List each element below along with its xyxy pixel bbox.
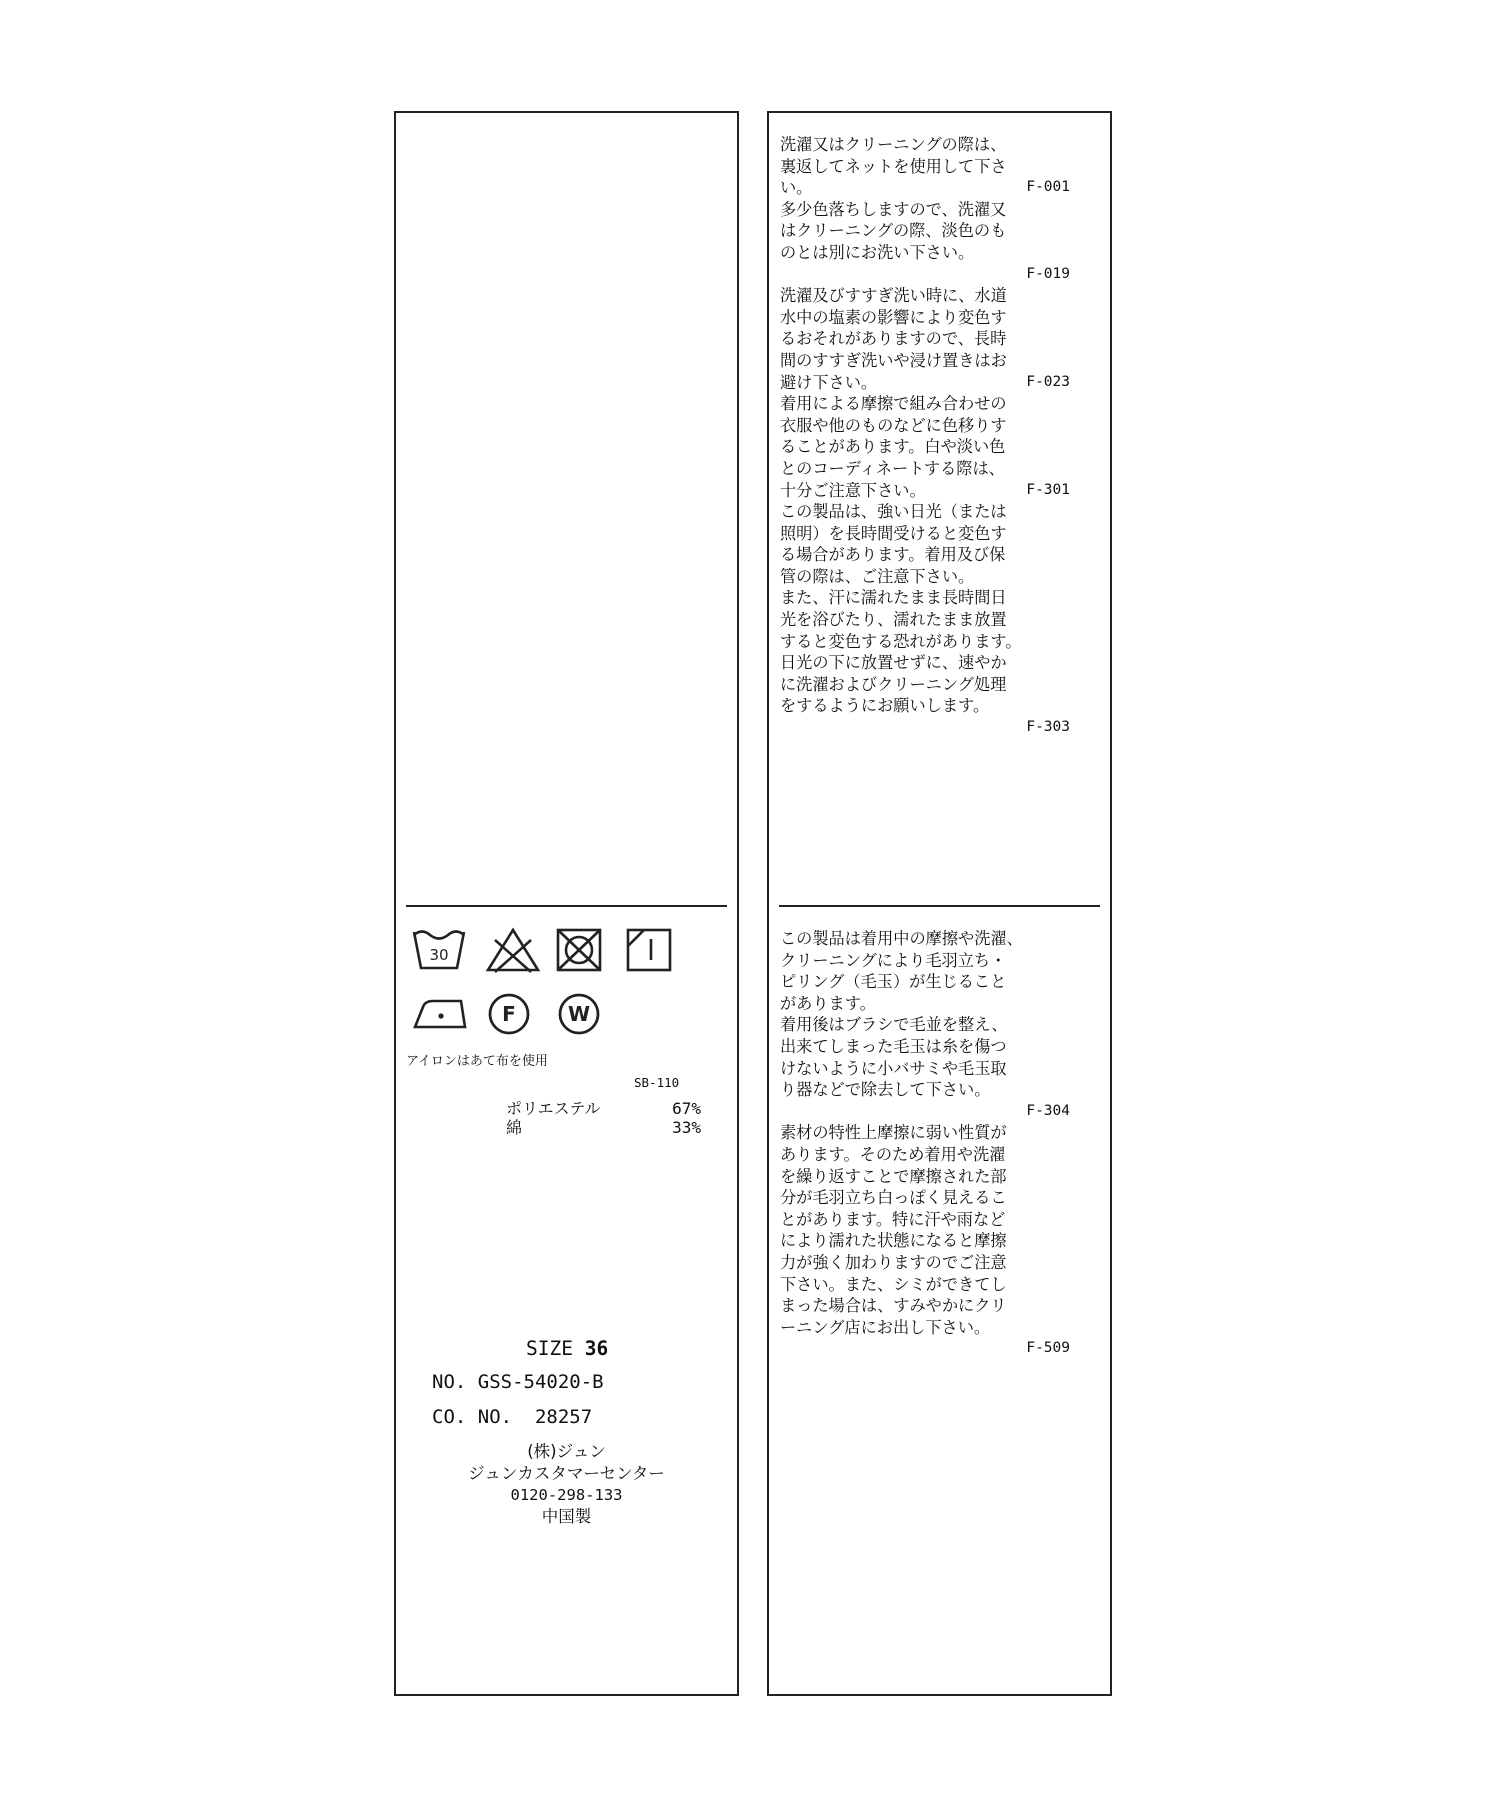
care-note-code: F-023 [1026, 373, 1070, 390]
care-label-right [767, 111, 1112, 1696]
dry-clean-f-icon [486, 991, 532, 1037]
size-prefix: SIZE [526, 1337, 573, 1360]
care-note-code: F-304 [1026, 1102, 1070, 1119]
country-of-origin: 中国製 [541, 1507, 592, 1526]
label-divider [406, 905, 727, 907]
care-note-code: F-019 [1026, 265, 1070, 282]
fiber-name: 綿 [506, 1118, 523, 1137]
care-note-code: F-001 [1026, 179, 1070, 196]
care-notes-bottom [780, 928, 1070, 1360]
no-tumble-dry-icon [554, 926, 604, 974]
care-note-code: F-301 [1026, 481, 1070, 498]
wet-clean-letter: W [567, 1002, 591, 1026]
sb-code: SB-110 [634, 1075, 680, 1090]
drip-dry-shade-icon [624, 924, 674, 974]
care-note [780, 501, 1070, 739]
care-note [780, 1122, 1070, 1360]
care-note [780, 393, 1070, 501]
care-note-text: 多少色落ちしますので、洗濯又 はクリーニングの際、淡色のも のとは別にお洗い下さい。 [780, 199, 1007, 262]
care-note [780, 285, 1070, 393]
company-name: (株)ジュン [527, 1442, 606, 1461]
wash-30-icon [411, 926, 467, 972]
label-divider [779, 905, 1100, 907]
phone-number: 0120-298-133 [510, 1486, 623, 1504]
care-note-code: F-303 [1026, 719, 1070, 736]
product-number: NO. GSS-54020-B [432, 1371, 604, 1393]
fiber-name: ポリエステル [506, 1099, 601, 1118]
iron-note: アイロンはあて布を使用 [406, 1054, 548, 1069]
care-note-text: 洗濯及びすすぎ洗い時に、水道 水中の塩素の影響により変色す るおそれがありますので、長時 間のすすぎ洗いや浸け置きはお 避け下さい。 [780, 286, 1007, 392]
care-note-text: この製品は着用中の摩擦や洗濯、 クリーニングにより毛羽立ち・ ピリング（毛玉）が生じること があります。 着用後はブラシで毛並を整え、 出来てしまった毛玉は糸を傷つ けないように小バサミや毛玉取 り器などで除去して下さい。 [780, 929, 1023, 1100]
care-note [780, 928, 1070, 1122]
no-bleach-icon [485, 926, 541, 974]
customer-center: ジュンカスタマーセンター [468, 1464, 665, 1483]
care-note-text: 洗濯又はクリーニングの際は、 裏返してネットを使用して下さ い。 [780, 135, 1007, 198]
care-note-text: この製品は、強い日光（または 照明）を長時間受けると変色す る場合があります。着用及び保 管の際は、ご注意下さい。 また、汗に濡れたまま長時間日 光を浴びたり、濡れたまま放置 すると変色する恐れがあります。 日光の下に放置せずに、速やか に洗濯およびクリーニング処理 をするようにお願いします。 [780, 502, 1022, 716]
dry-clean-letter: F [502, 1002, 516, 1026]
care-label-left [394, 111, 739, 1696]
fiber-percent: 67% [672, 1099, 701, 1118]
care-note [780, 199, 1070, 285]
care-note [780, 134, 1070, 199]
size-value: 36 [584, 1337, 609, 1360]
size-line [526, 1338, 608, 1360]
care-note-text: 素材の特性上摩擦に弱い性質が あります。そのため着用や洗濯 を繰り返すことで摩擦された部 分が毛羽立ち白っぽく見えるこ とがあります。特に汗や雨など により濡れた状態になると摩擦 力が強く加わりますのでご注意 下さい。また、シミができてし まった場合は、すみやかにクリ ーニング店にお出し下さい。 [780, 1123, 1007, 1337]
co-number: CO. NO. 28257 [432, 1406, 593, 1428]
care-note-code: F-509 [1026, 1340, 1070, 1357]
wash-temperature: 30 [429, 946, 449, 964]
iron-low-icon [411, 995, 469, 1031]
fiber-percent: 33% [672, 1118, 701, 1137]
care-notes-top [780, 134, 1070, 739]
care-note-text: 着用による摩擦で組み合わせの 衣服や他のものなどに色移りす ることがあります。白や淡い色 とのコーディネートする際は、 十分ご注意下さい。 [780, 394, 1007, 500]
wet-clean-w-icon [556, 991, 602, 1037]
